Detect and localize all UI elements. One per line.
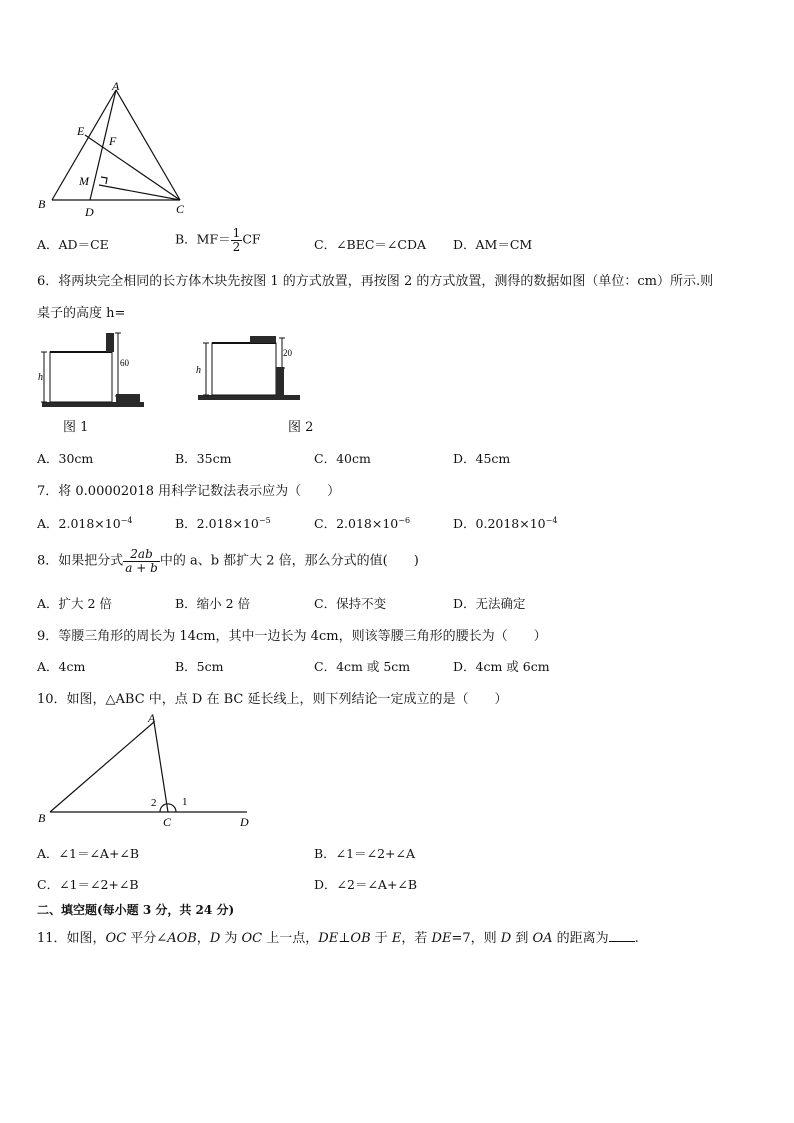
q7-option-b[interactable] [175, 514, 271, 532]
fig2-caption: 图 2 [288, 420, 314, 435]
q11-text: 上一点， [262, 931, 319, 946]
q6-stem-line2: 桌子的高度 h= [37, 306, 126, 321]
q7-stem: 7．将 0.00002018 用科学记数法表示应为（ ） [37, 484, 341, 499]
horizontal-block [250, 336, 276, 343]
q9-stem: 9．等腰三角形的周长为 14cm，其中一边长为 4cm，则该等腰三角形的腰长为（ ） [37, 629, 547, 644]
horizontal-block [116, 394, 140, 402]
vertical-block [276, 367, 284, 395]
q6-stem-line1: 6．将两块完全相同的长方体木块先按图 1 的方式放置，再按图 2 的方式放置，测得的数据如图（单位：cm）所示.则 [37, 274, 714, 289]
fraction-denominator: a + b [125, 560, 158, 575]
q8-stem [37, 548, 419, 574]
label-D: D [240, 815, 249, 829]
q10-option-a[interactable]: A．∠1＝∠A+∠B [37, 846, 140, 861]
label-A: A [148, 711, 156, 725]
q11-math: AOB [167, 931, 197, 946]
q7-option-a-base: A．2.018×10 [37, 516, 121, 531]
q10-stem: 10．如图，△ABC 中，点 D 在 BC 延长线上，则下列结论一定成立的是（ ） [37, 692, 508, 707]
q5-option-b-suffix: CF [242, 231, 261, 247]
q8-stem-suffix: 中的 a、b 都扩大 2 倍，那么分式的值( ) [159, 553, 419, 569]
label-B: B [38, 197, 46, 211]
segment-CM [99, 185, 180, 200]
q7-option-c-base: C．2.018×10 [314, 516, 399, 531]
q5-option-b-fraction [231, 227, 243, 253]
q6-option-d[interactable]: D．45cm [453, 451, 511, 466]
fig2-value-label: 20 [283, 348, 292, 358]
q8-option-d[interactable]: D．无法确定 [453, 596, 526, 611]
q8-option-b[interactable]: B．缩小 2 倍 [175, 596, 251, 611]
q7-option-d-exp: −4 [545, 515, 558, 525]
q11-math: OB [350, 931, 371, 946]
q11-text: . [634, 931, 639, 946]
q11-math: D [209, 931, 221, 946]
q11-text: ⊥ [338, 931, 351, 946]
q7-option-a-exp: −4 [120, 515, 133, 525]
q11-text: 11．如图， [37, 931, 106, 946]
q8-option-a[interactable]: A．扩大 2 倍 [37, 596, 112, 611]
table-body [212, 343, 276, 395]
floor [42, 402, 144, 407]
q10-option-c[interactable]: C．∠1＝∠2+∠B [37, 877, 139, 892]
fig1-caption: 图 1 [63, 420, 89, 435]
angle-2-arc [160, 804, 166, 812]
segment-CE [85, 135, 180, 200]
q11-stem [37, 927, 639, 946]
label-E: E [77, 124, 85, 138]
triangle-figure-q10 [34, 708, 264, 832]
q7-option-d[interactable] [453, 514, 557, 532]
label-C: C [176, 202, 185, 216]
q11-text: 于 [370, 931, 392, 946]
label-angle-1: 1 [182, 796, 188, 808]
vertical-block [106, 333, 114, 352]
q7-option-d-base: D．0.2018×10 [453, 516, 546, 531]
fraction-numerator: 1 [232, 226, 241, 240]
answer-blank[interactable] [609, 930, 635, 942]
floor [198, 395, 300, 400]
fraction-denominator: 2 [232, 239, 241, 254]
q6-option-b[interactable]: B．35cm [175, 451, 232, 466]
table-body [50, 352, 112, 402]
right-angle-mark [101, 177, 107, 184]
q11-math: OC [105, 931, 127, 946]
fraction-numerator: 2ab [123, 548, 160, 562]
q7-option-c-exp: −6 [398, 515, 411, 525]
q9-option-b[interactable]: B．5cm [175, 659, 224, 674]
fig2-h-label: h [196, 365, 201, 376]
q11-math: DE [431, 931, 452, 946]
q10-option-b[interactable]: B．∠1＝∠2+∠A [314, 846, 416, 861]
q11-text: 到 [511, 931, 533, 946]
q11-math: OA [532, 931, 553, 946]
q11-text: ，若 [401, 931, 432, 946]
q11-math: E [391, 931, 402, 946]
label-angle-2: 2 [151, 797, 157, 809]
q5-option-d[interactable]: D．AM＝CM [453, 237, 533, 252]
q8-option-c[interactable]: C．保持不变 [314, 596, 387, 611]
q7-option-b-exp: −5 [258, 515, 271, 525]
segment-AC [116, 90, 180, 200]
q10-option-d[interactable]: D．∠2＝∠A+∠B [314, 877, 418, 892]
section-heading: 二、填空题(每小题 3 分，共 24 分) [37, 903, 235, 917]
label-F: F [109, 134, 117, 148]
q8-stem-prefix: 8．如果把分式 [37, 553, 124, 569]
q5-option-c[interactable]: C．∠BEC＝∠CDA [314, 237, 426, 252]
q11-text: ， [196, 931, 210, 946]
q6-option-c[interactable]: C．40cm [314, 451, 371, 466]
triangle-figure-q5 [30, 78, 200, 218]
label-A: A [112, 79, 120, 93]
label-B: B [38, 811, 46, 825]
q9-option-d[interactable]: D．4cm 或 6cm [453, 659, 550, 674]
q8-fraction [123, 548, 160, 574]
q9-option-a[interactable]: A．4cm [37, 659, 86, 674]
table-figure-2 [192, 333, 304, 405]
q11-text: =7，则 [451, 931, 501, 946]
q7-option-b-base: B．2.018×10 [175, 516, 259, 531]
label-M: M [79, 174, 89, 188]
q6-option-a[interactable]: A．30cm [37, 451, 94, 466]
q7-option-a[interactable] [37, 514, 133, 532]
label-D: D [85, 205, 94, 218]
q5-option-b[interactable] [175, 227, 261, 253]
q5-option-b-prefix: B．MF＝ [175, 231, 231, 247]
q11-text: 的距离为 [552, 931, 609, 946]
segment-AB [50, 722, 154, 812]
fig1-value-label: 60 [120, 358, 129, 368]
q7-option-c[interactable] [314, 514, 410, 532]
label-C: C [163, 815, 172, 829]
q5-option-a[interactable]: A．AD＝CE [37, 237, 109, 252]
table-figure-1 [36, 330, 148, 410]
q11-math: D [500, 931, 512, 946]
q11-text: 平分∠ [126, 931, 168, 946]
q11-text: 为 [220, 931, 242, 946]
q9-option-c[interactable]: C．4cm 或 5cm [314, 659, 411, 674]
q11-math: OC [241, 931, 263, 946]
fig1-h-label: h [38, 372, 43, 383]
q11-math: DE [318, 931, 339, 946]
